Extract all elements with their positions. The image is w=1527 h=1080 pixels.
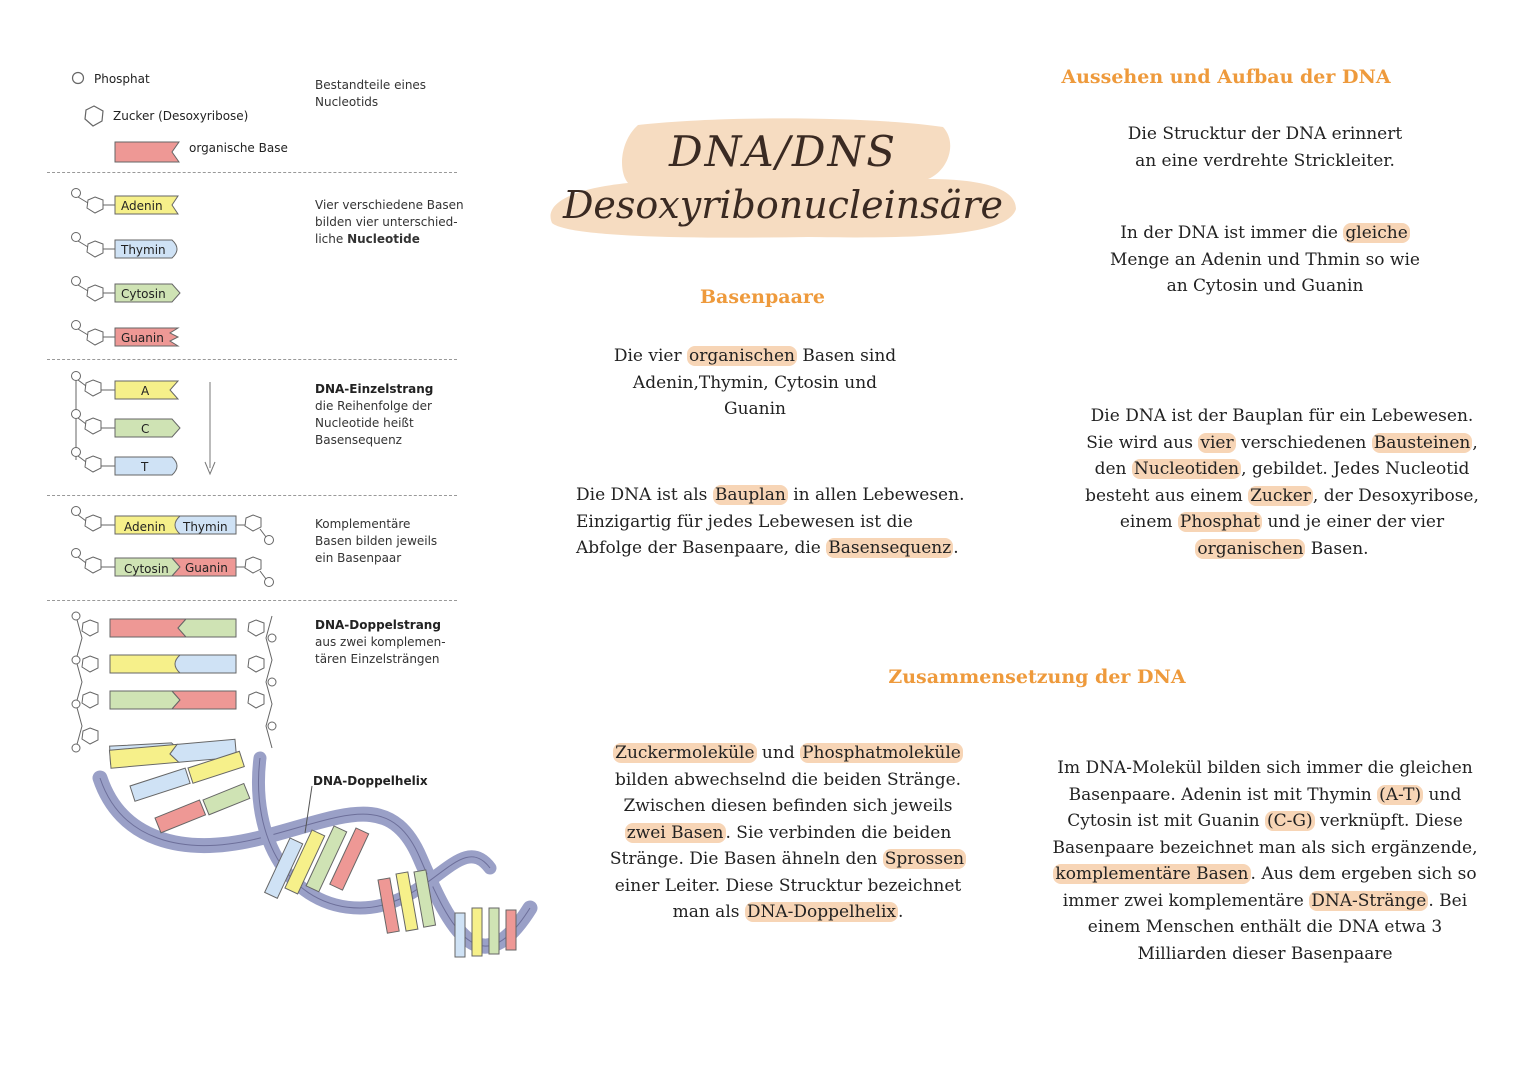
text: . [953, 538, 959, 558]
highlight: Nucleotiden [1133, 459, 1240, 479]
text-line [578, 846, 998, 873]
base-icon [114, 140, 182, 164]
caption-line: Vier verschiedene Basen [315, 198, 464, 212]
text-line [1070, 220, 1460, 247]
text: Die DNA ist als [576, 485, 713, 505]
text: besteht aus einem [1085, 485, 1249, 506]
text: Basen sind [796, 346, 897, 366]
highlight: Zucker [1250, 485, 1311, 506]
highlight: komplementäre Basen [1055, 864, 1249, 884]
highlight: (C-G) [1267, 811, 1313, 831]
caption-line: Komplementäre [315, 517, 411, 531]
single-strand-caption [315, 381, 433, 449]
pair-adenin: Adenin [124, 520, 166, 534]
caption-line: tären Einzelsträngen [315, 652, 440, 666]
aussehen-paragraph-1 [1080, 121, 1450, 174]
text: . Sie verbinden die beiden [725, 822, 952, 843]
divider [47, 495, 457, 496]
text: und je einer der vier [1262, 512, 1445, 532]
divider [47, 600, 457, 601]
nucleotide-label-cytosin: Cytosin [121, 287, 166, 301]
heading-basenpaare: Basenpaare [700, 286, 825, 308]
text-line [1052, 483, 1512, 510]
text-line: Adenin,Thymin, Cytosin und [632, 372, 878, 393]
aussehen-paragraph-2 [1070, 220, 1460, 300]
highlight: DNA-Stränge [1311, 890, 1427, 911]
text-line: Menge an Adenin und Thmin so wie [1109, 249, 1420, 270]
text-line [1052, 536, 1512, 563]
text: . [898, 902, 904, 922]
text-line [578, 899, 998, 926]
text: Sie wird aus [1086, 432, 1199, 453]
text: verschiedenen [1235, 432, 1372, 453]
base-pairs-diagram [60, 503, 290, 588]
highlight: organischen [1197, 538, 1304, 559]
text-line [1052, 430, 1512, 457]
divider [47, 359, 457, 360]
caption-line: die Reihenfolge der [315, 399, 432, 413]
text-line [560, 482, 1000, 509]
heading-aussehen: Aussehen und Aufbau der DNA [1061, 66, 1391, 88]
strand-letter-c: C [141, 422, 150, 436]
legend-zucker: Zucker (Desoxyribose) [113, 109, 249, 123]
aussehen-paragraph-3 [1052, 403, 1512, 562]
caption-line: Basen bilden jeweils [315, 534, 438, 548]
heading-zusammensetzung: Zusammensetzung der DNA [888, 666, 1186, 688]
caption-line: Nucleotide heißt [315, 416, 414, 430]
text-line: an Cytosin und Guanin [1166, 276, 1364, 296]
text-line [578, 820, 998, 847]
title-line-1: DNA/DNS [668, 127, 898, 176]
highlight: Zuckermoleküle [615, 743, 755, 763]
double-strand-caption [315, 617, 446, 668]
highlight: Phosphat [1179, 512, 1261, 532]
phosphate-icon [70, 70, 90, 90]
text-line [560, 343, 950, 370]
legend-caption [315, 77, 426, 111]
legend-caption-line: Bestandteile eines [315, 78, 427, 92]
text: , der Desoxyribose, [1312, 485, 1479, 506]
pair-guanin: Guanin [185, 561, 228, 575]
text: einem [1119, 512, 1178, 532]
text: den [1094, 459, 1132, 479]
highlight: organischen [689, 346, 795, 366]
legend-phosphat: Phosphat [94, 72, 150, 86]
highlight: Basensequenz [828, 538, 952, 558]
zusammensetzung-right-paragraph [1030, 755, 1500, 967]
text: und [1423, 784, 1462, 805]
text-line [1030, 861, 1500, 888]
text: in allen Lebewesen. [787, 485, 965, 505]
strand-letter-t: T [141, 460, 149, 474]
highlight: Bauplan [714, 485, 786, 505]
text-line: Guanin [724, 399, 786, 419]
highlight: Sprossen [884, 849, 965, 869]
text: Stränge. Die Basen ähneln den [609, 849, 883, 869]
highlight: (A-T) [1379, 784, 1422, 805]
text: , gebildet. Jedes Nucleotid [1241, 459, 1470, 479]
text-line: Basenpaare bezeichnet man als sich ergänzende, [1052, 837, 1478, 858]
text-line: Im DNA-Molekül bilden sich immer die gleichen [1057, 758, 1473, 778]
text: man als [672, 902, 745, 922]
nucleotide-label-guanin: Guanin [121, 331, 164, 345]
helix-caption: DNA-Doppelhelix [313, 774, 428, 788]
text-line: Die DNA ist der Bauplan für ein Lebewesen. [1090, 406, 1474, 426]
pair-cytosin: Cytosin [124, 562, 169, 576]
strand-letter-a: A [141, 384, 150, 398]
base-pairs-caption [315, 516, 437, 567]
caption-line: ein Basenpaar [315, 551, 402, 565]
text-line [578, 740, 998, 767]
text-line: an eine verdrehte Strickleiter. [1135, 150, 1395, 171]
text: Cytosin ist mit Guanin [1067, 811, 1266, 831]
text: In der DNA ist immer die [1120, 223, 1344, 243]
text: Basen. [1305, 538, 1369, 559]
caption-line: bilden vier unterschied- [315, 215, 458, 229]
text-line [560, 535, 1000, 562]
double-helix-diagram [60, 608, 540, 993]
caption-line [315, 231, 464, 248]
legend-base: organische Base [189, 141, 288, 155]
text: immer zwei komplementäre [1062, 890, 1310, 911]
text-line: Milliarden dieser Basenpaare [1137, 943, 1393, 964]
sugar-icon [82, 104, 106, 128]
text-line: Die Strucktur der DNA erinnert [1127, 124, 1403, 144]
text-line: Zwischen diesen befinden sich jeweils [623, 796, 953, 816]
text: Abfolge der Basenpaare, die [576, 538, 827, 558]
text: , [1472, 432, 1478, 453]
text: . Bei [1428, 890, 1468, 911]
highlight: zwei Basen [626, 822, 724, 843]
zusammensetzung-left-paragraph [578, 740, 998, 926]
text-line: einer Leiter. Diese Strucktur bezeichnet [614, 875, 962, 896]
text-line [1052, 456, 1512, 483]
nucleotides-caption [315, 197, 464, 248]
divider [47, 172, 457, 173]
highlight: Phosphatmoleküle [802, 743, 961, 763]
caption-title: DNA-Einzelstrang [315, 382, 434, 396]
nucleotide-label-thymin: Thymin [121, 243, 166, 257]
caption-bold: Nucleotide [347, 232, 420, 246]
text-line: bilden abwechselnd die beiden Stränge. [614, 769, 962, 790]
caption-line: aus zwei komplemen- [315, 635, 446, 649]
text-line [1030, 808, 1500, 835]
caption-line: Basensequenz [315, 433, 402, 447]
text: Basenpaare. Adenin ist mit Thymin [1068, 784, 1378, 805]
text: Die vier [613, 346, 688, 366]
text: und [756, 743, 801, 763]
nucleotide-label-adenin: Adenin [121, 199, 163, 213]
text-line [1052, 509, 1512, 536]
pair-thymin: Thymin [183, 520, 228, 534]
text: verknüpft. Diese [1314, 811, 1463, 831]
basenpaare-paragraph-2 [560, 482, 1000, 562]
highlight: vier [1200, 432, 1234, 453]
title-block [548, 113, 1018, 243]
highlight: DNA-Doppelhelix [746, 902, 897, 922]
legend-caption-line: Nucleotids [315, 95, 379, 109]
text-line [1030, 888, 1500, 915]
text: . Aus dem ergeben sich so [1250, 864, 1477, 884]
highlight: Bausteinen [1373, 432, 1471, 453]
caption-title: DNA-Doppelstrang [315, 618, 441, 632]
text-line [1030, 782, 1500, 809]
caption-text: liche [315, 232, 348, 246]
title-line-2: Desoxyribonucleinsäre [562, 183, 1004, 227]
highlight: gleiche [1345, 223, 1408, 243]
basenpaare-paragraph-1 [560, 343, 950, 423]
text-line: einem Menschen enthält die DNA etwa 3 [1087, 917, 1443, 937]
text-line: Einzigartig für jedes Lebewesen ist die [576, 511, 913, 532]
